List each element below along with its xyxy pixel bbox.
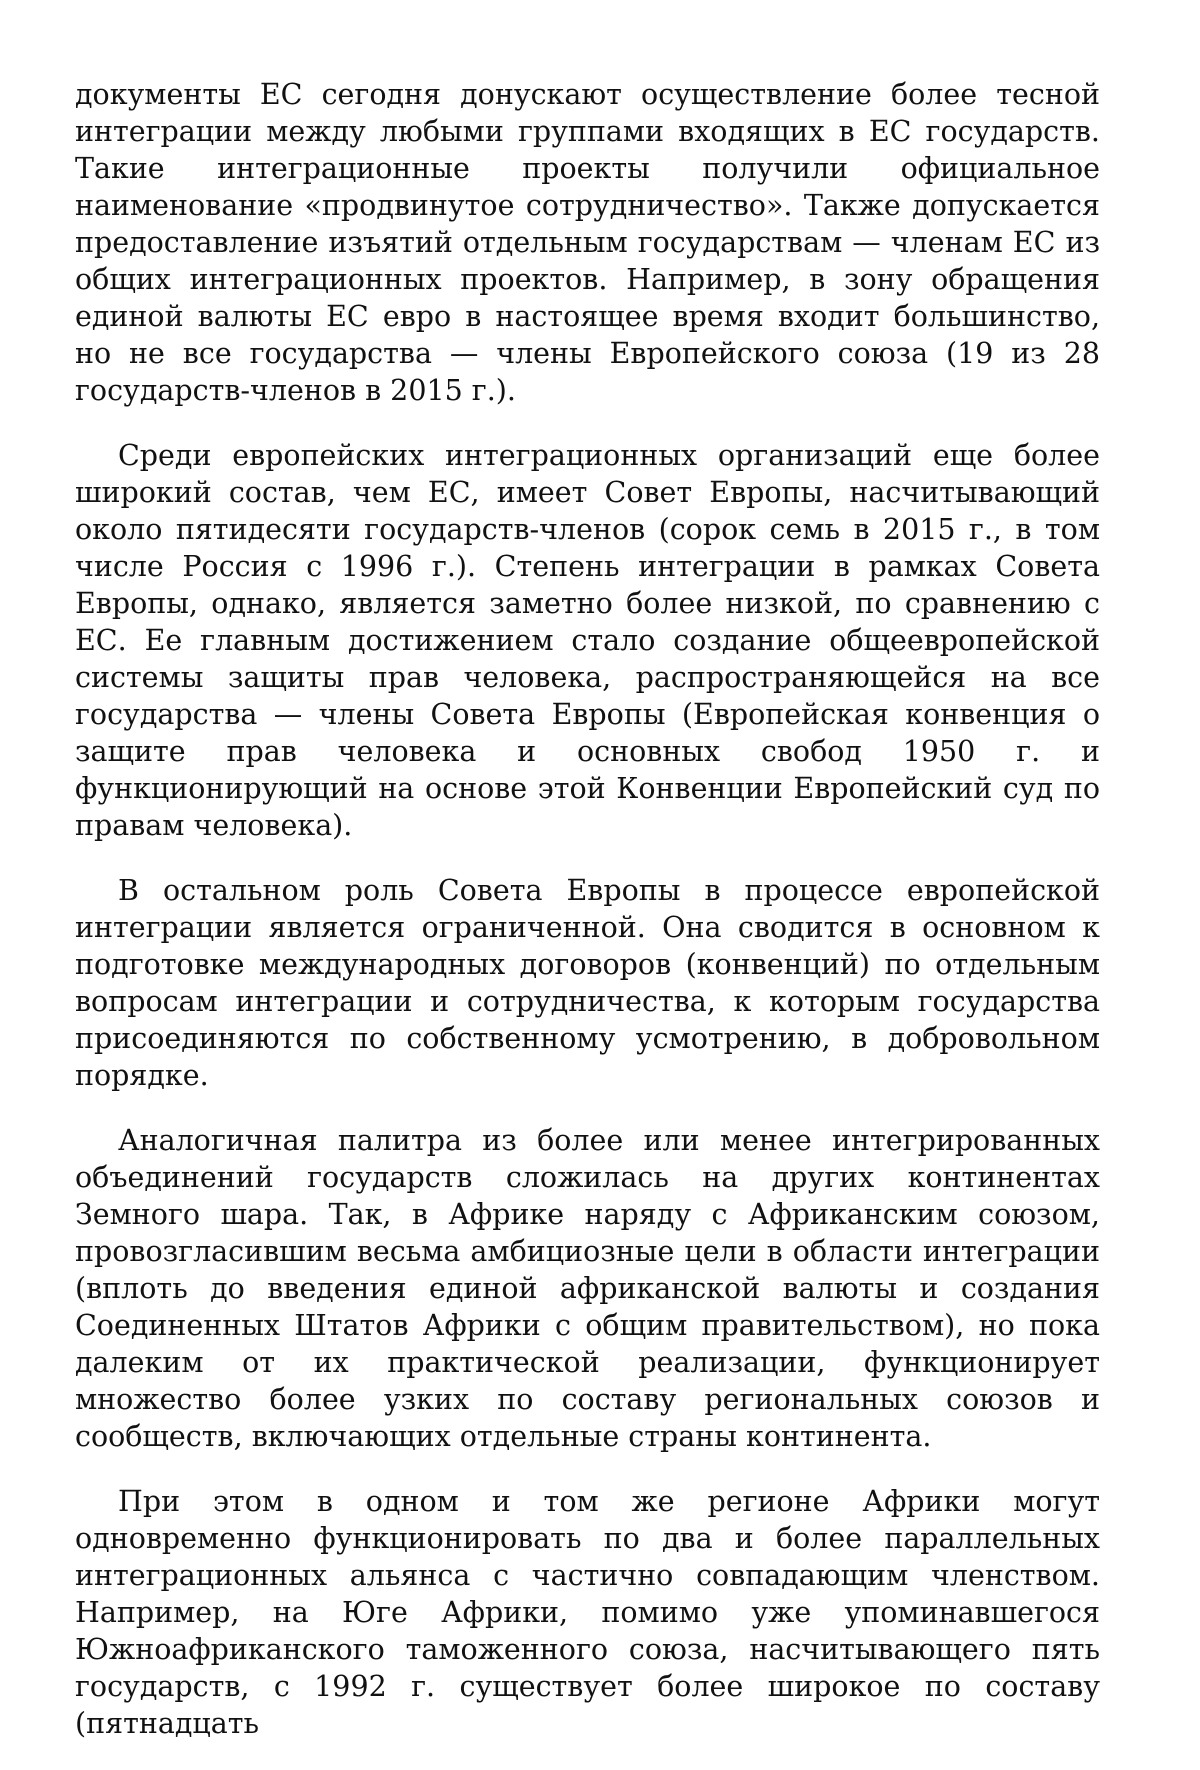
paragraph-council-of-europe: Среди европейских интеграционных организаций еще более широкий состав, чем ЕС, имеет Совет Европы, насчитывающий около пятидесяти государств-членов (сорок семь в 2015 г., в том числе Россия с 1996 г.). Степень интеграции в рамках Совета Европы, однако, является заметно более низкой, по сравнению с ЕС. Ее главным достижением стало создание общеевропейской системы защиты прав человека, распространяющейся на все государства — члены Совета Европы (Европейская конвенция о защите прав человека и основных свобод 1950 г. и функционирующий на основе этой Конвенции Европейский суд по правам человека). (75, 439, 1100, 842)
paragraph-continuation: документы ЕС сегодня донускают осуществление более тесной интеграции между любыми группами входящих в ЕС государств. Такие интеграционные проекты получили официальное наименование «продвинутое сотрудничество». Также допускается предоставление изъятий отдельным государствам — членам ЕС из общих интеграционных проектов. Например, в зону обращения единой валюты ЕС евро в настоящее время входит большинство, но не все государства — члены Европейского союза (19 из 28 государств-членов в 2015 г.). (75, 78, 1100, 407)
document-page (75, 76, 1100, 1770)
paragraph-africa-parallel-alliances: При этом в одном и том же регионе Африки могут одновременно функционировать по два и более параллельных интеграционных альянса с частично совпадающим членством. Например, на Юге Африки, помимо уже упоминавшегося Южноафриканского таможенного союза, насчитывающего пять государств, с 1992 г. существует более широкое по составу (пятнадцать (75, 1485, 1100, 1740)
paragraph-council-role: В остальном роль Совета Европы в процессе европейской интеграции является ограниченной. Она сводится в основном к подготовке международных договоров (конвенций) по отдельным вопросам интеграции и сотрудничества, к которым государства присоединяются по собственному усмотрению, в добровольном порядке. (75, 874, 1100, 1092)
paragraph-africa-integration: Аналогичная палитра из более или менее интегрированных объединений государств сложилась на других континентах Земного шара. Так, в Африке наряду с Африканским союзом, провозгласившим весьма амбициозные цели в области интеграции (вплоть до введения единой африканской валюты и создания Соединенных Штатов Африки с общим правительством), но пока далеким от их практической реализации, функционирует множество более узких по составу региональных союзов и сообществ, включающих отдельные страны континента. (75, 1124, 1100, 1453)
